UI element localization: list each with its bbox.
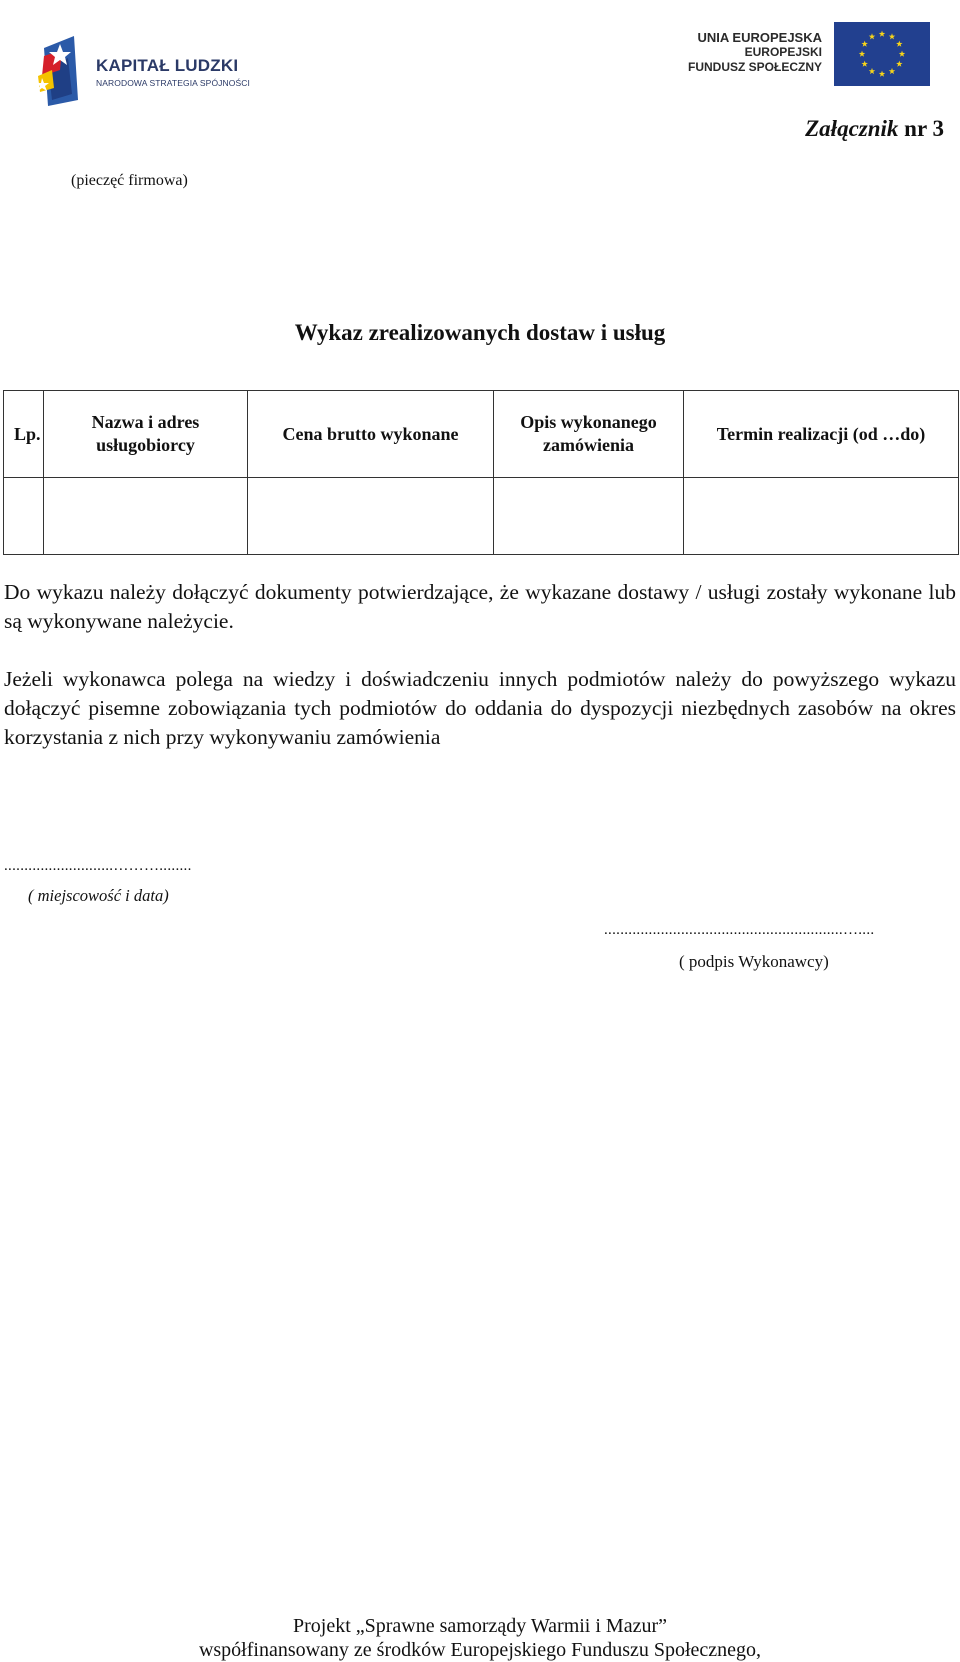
place-date-label: ( miejscowość i data) [28,886,169,905]
header-client: Nazwa i adres usługobiorcy [44,391,248,478]
header-description: Opis wykonanego zamówienia [494,391,684,478]
annex-label: Załącznik [805,116,899,141]
table-cell[interactable] [44,478,248,555]
footer-funding-line: współfinansowany ze środków Europejskiego Funduszu Społecznego, [198,1639,762,1661]
table-header-row [4,391,959,478]
eu-logo-line3: FUNDUSZ SPOŁECZNY [687,60,822,74]
table-row [4,478,959,555]
kapital-ludzki-logo [38,36,258,106]
annex-number [805,116,944,142]
paragraph-attachments: Do wykazu należy dołączyć dokumenty potwierdzające, że wykazane dostawy / usługi zostały wykonane lub są wykonywane należycie. [4,580,956,633]
paragraph-third-parties: Jeżeli wykonawca polega na wiedzy i doświadczeniu innych podmiotów należy do powyższego wykazu dołączyć pisemne zobowiązania tych podmiotów do oddania do dyspozycji niezbędnych zasobów na okres korzystania z nich przy wykonywaniu zamówienia [4,667,956,749]
header-term: Termin realizacji (od …do) [684,391,959,478]
table-cell[interactable] [494,478,684,555]
annex-suffix: nr 3 [904,116,944,141]
eu-logo-text [688,30,822,75]
header-lp: Lp. [4,391,44,478]
kapital-ludzki-emblem-icon [38,36,94,106]
kapital-ludzki-title: KAPITAŁ LUDZKI [96,56,239,75]
footer-project-line: Projekt „Sprawne samorządy Warmii i Mazur” [292,1615,667,1637]
signature-label: ( podpis Wykonawcy) [679,952,829,971]
document-title: Wykaz zrealizowanych dostaw i usług [294,320,666,345]
place-date-line: ...........................………........ [4,858,192,874]
eu-logo-line1: UNIA EUROPEJSKA [697,30,822,45]
signature-line: ...........................................................….... [604,922,875,938]
table-cell[interactable] [4,478,44,555]
table-cell[interactable] [684,478,959,555]
company-stamp-label: (pieczęć firmowa) [71,172,188,189]
header-price: Cena brutto wykonane [248,391,494,478]
eu-flag-icon [834,22,930,86]
eu-logo-line2: EUROPEJSKI [744,45,822,59]
kapital-ludzki-subtitle: NARODOWA STRATEGIA SPÓJNOŚCI [96,78,250,88]
table-cell[interactable] [248,478,494,555]
deliveries-table [3,390,959,555]
eu-logo [680,22,930,88]
